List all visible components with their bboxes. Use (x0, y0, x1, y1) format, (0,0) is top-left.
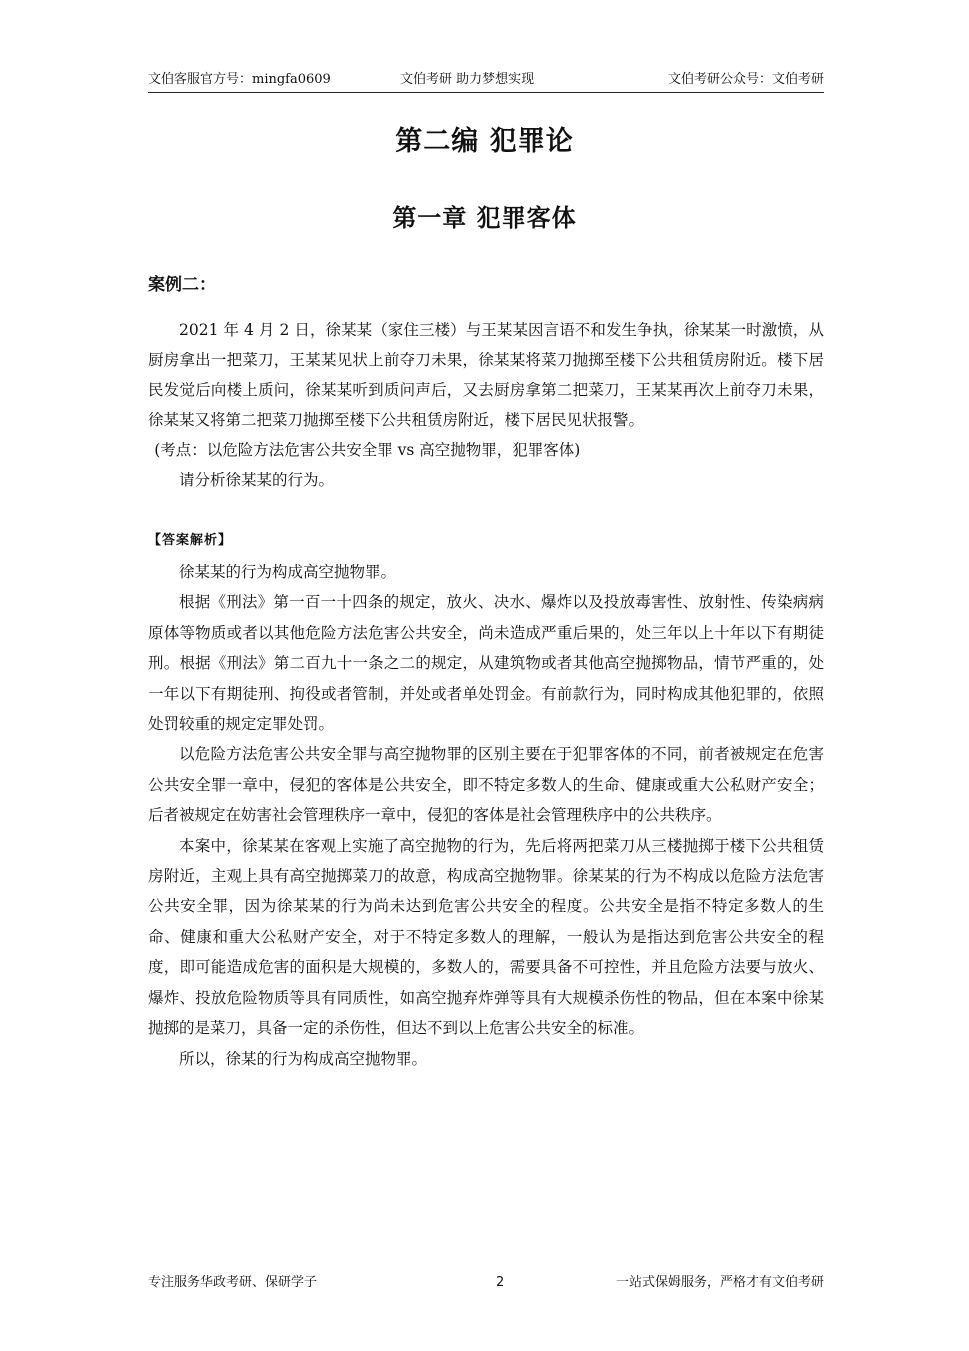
header-public-account: 文伯考研公众号：文伯考研 (667, 72, 824, 87)
answer-body (148, 557, 824, 1074)
page-number: 2 (496, 1275, 505, 1290)
answer-paragraph: 徐某某的行为构成高空抛物罪。 (179, 563, 397, 581)
answer-heading: 【答案解析】 (148, 533, 233, 548)
case-paragraph: 2021 年 4 月 2 日，徐某某（家住三楼）与王某某因言语不和发生争执，徐某某一时激愤，从厨房拿出一把菜刀，王某某见状上前夺刀未果，徐某某将菜刀抛掷至楼下公共租赁房附近。楼下居民发觉后向楼上质问，徐某某听到质问声后，又去厨房拿第二把菜刀，王某某再次上前夺刀未果，徐某某又将第二把菜刀抛掷至楼下公共租赁房附近，楼下居民见状报警。 (148, 321, 824, 429)
case-heading: 案例二： (148, 275, 216, 295)
part-title: 第二编 犯罪论 (395, 126, 574, 157)
footer-right-slogan: 一站式保姆服务，严格才有文伯考研 (615, 1275, 824, 1290)
footer-left-slogan: 专注服务华政考研、保研学子 (148, 1275, 318, 1290)
header-slogan: 文伯考研 助力梦想实现 (400, 72, 535, 87)
page-header (148, 70, 824, 93)
case-body (148, 315, 824, 495)
answer-paragraph: 根据《刑法》第一百一十四条的规定，放火、决水、爆炸以及投放毒害性、放射性、传染病病原体等物质或者以其他危险方法危害公共安全，尚未造成严重后果的，处三年以上十年以下有期徒刑。根据《刑法》第二百九十一条之二的规定，从建筑物或者其他高空抛掷物品，情节严重的，处一年以下有期徒刑、拘役或者管制，并处或者单处罚金。有前款行为，同时构成其他犯罪的，依照处罚较重的规定定罪处罚。 (148, 593, 824, 734)
case-question: 请分析徐某某的行为。 (179, 471, 335, 489)
chapter-title: 第一章 犯罪客体 (392, 204, 577, 232)
case-keypoint: (考点：以危险方法危害公共安全罪 vs 高空抛物罪，犯罪客体) (154, 441, 581, 459)
page-footer (148, 1272, 824, 1294)
answer-paragraph: 本案中，徐某某在客观上实施了高空抛物的行为，先后将两把菜刀从三楼抛掷于楼下公共租赁房附近，主观上具有高空抛掷菜刀的故意，构成高空抛物罪。徐某某的行为不构成以危险方法危害公共安全罪，因为徐某某的行为尚未达到危害公共安全的程度。公共安全是指不特定多数人的生命、健康和重大公私财产安全，对于不特定多数人的理解，一般认为是指达到危害公共安全的程度，即可能造成危害的面积是大规模的，多数人的，需要具备不可控性，并且危险方法要与放火、爆炸、投放危险物质等具有同质性，如高空抛弃炸弹等具有大规模杀伤性的物品，但在本案中徐某抛掷的是菜刀，具备一定的杀伤性，但达不到以上危害公共安全的标准。 (148, 836, 824, 1038)
answer-paragraph: 所以，徐某的行为构成高空抛物罪。 (179, 1049, 428, 1068)
answer-paragraph: 以危险方法危害公共安全罪与高空抛物罪的区别主要在于犯罪客体的不同，前者被规定在危害公共安全罪一章中，侵犯的客体是公共安全，即不特定多数人的生命、健康或重大公私财产安全；后者被规定在妨害社会管理秩序一章中，侵犯的客体是社会管理秩序中的公共秩序。 (148, 745, 824, 825)
header-service-account: 文伯客服官方号：mingfa0609 (148, 72, 331, 87)
